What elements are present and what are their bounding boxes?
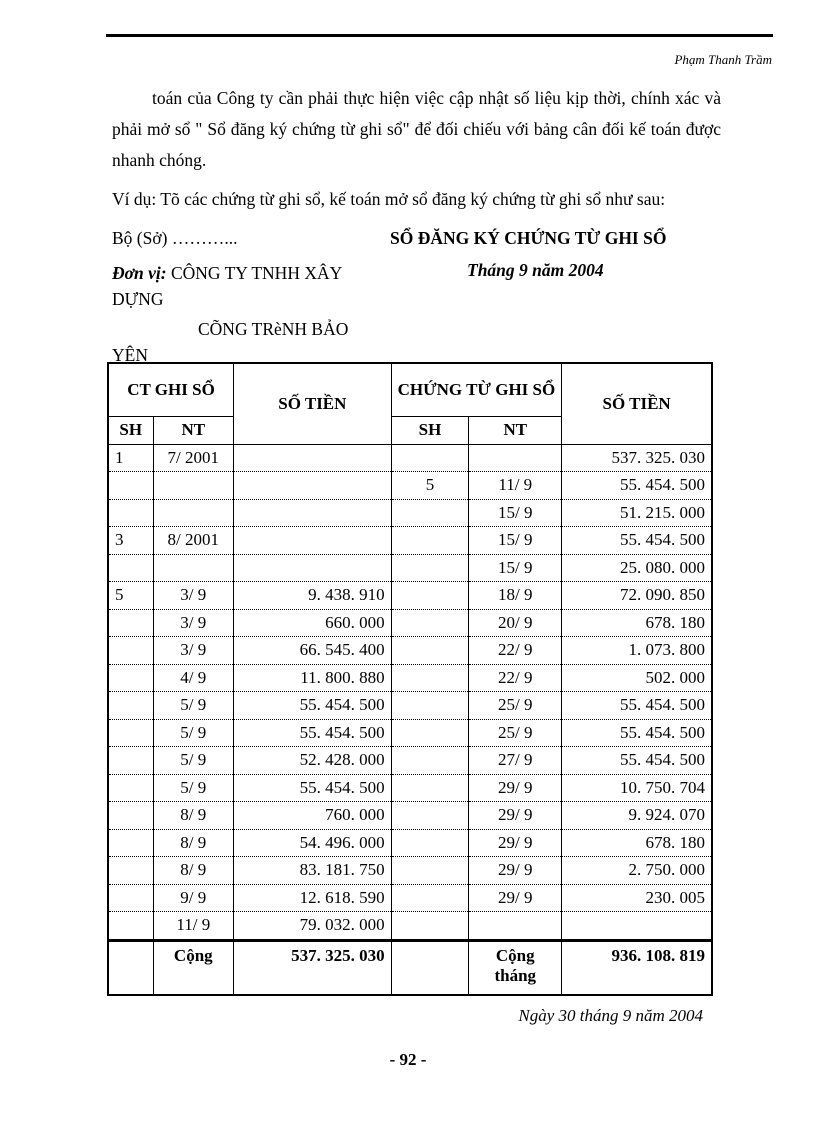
header-so-tien-2: SỐ TIỀN (562, 363, 712, 444)
cell-sh-2 (391, 582, 469, 610)
cell-sh (108, 747, 153, 775)
cell-nt-2: 27/ 9 (469, 747, 562, 775)
cell-sh (108, 692, 153, 720)
cell-amount (234, 472, 392, 500)
cell-amount-2: 537. 325. 030 (562, 444, 712, 472)
cell-nt: 8/ 2001 (153, 527, 234, 555)
cell-amount-2: 502. 000 (562, 664, 712, 692)
cell-nt-2: 29/ 9 (469, 774, 562, 802)
cell-nt: 11/ 9 (153, 912, 234, 941)
table-row (108, 719, 712, 747)
cell-sh-2 (391, 912, 469, 941)
table-row (108, 499, 712, 527)
cell-amount-2: 2. 750. 000 (562, 857, 712, 885)
cell-nt: 5/ 9 (153, 719, 234, 747)
cell-amount: 55. 454. 500 (234, 692, 392, 720)
header-sh-2: SH (391, 417, 469, 445)
cell-nt: 5/ 9 (153, 774, 234, 802)
site-line (112, 316, 382, 368)
cell-amount (234, 444, 392, 472)
cell-sh-2 (391, 719, 469, 747)
cell-nt-2: 25/ 9 (469, 719, 562, 747)
cell-amount-2: 55. 454. 500 (562, 719, 712, 747)
site-line-1: CÕNG TRèNH BẢO (198, 319, 349, 339)
cell-nt-2: 18/ 9 (469, 582, 562, 610)
cell-nt-2: 29/ 9 (469, 829, 562, 857)
cell-amount-2: 55. 454. 500 (562, 527, 712, 555)
total-sh-cell (108, 940, 153, 995)
header-so-tien: SỐ TIỀN (234, 363, 392, 444)
cell-sh-2 (391, 664, 469, 692)
table-row (108, 774, 712, 802)
cell-nt-2: 22/ 9 (469, 637, 562, 665)
cell-nt-2: 29/ 9 (469, 857, 562, 885)
cell-amount-2: 1. 073. 800 (562, 637, 712, 665)
cell-nt: 3/ 9 (153, 609, 234, 637)
cell-amount-2: 230. 005 (562, 884, 712, 912)
ministry-line: Bộ (Sở) ………... (112, 228, 238, 248)
cell-amount-2: 55. 454. 500 (562, 747, 712, 775)
cell-nt: 8/ 9 (153, 857, 234, 885)
cell-sh (108, 664, 153, 692)
cell-amount: 79. 032. 000 (234, 912, 392, 941)
cell-sh (108, 554, 153, 582)
cell-amount (234, 527, 392, 555)
cell-nt-2: 15/ 9 (469, 499, 562, 527)
cell-amount: 11. 800. 880 (234, 664, 392, 692)
cell-nt: 4/ 9 (153, 664, 234, 692)
cell-sh (108, 609, 153, 637)
table-row (108, 692, 712, 720)
cell-amount-2: 678. 180 (562, 829, 712, 857)
table-row (108, 609, 712, 637)
cell-nt-2: 29/ 9 (469, 884, 562, 912)
cell-sh-2 (391, 637, 469, 665)
header-nt-2: NT (469, 417, 562, 445)
total-amount-2: 936. 108. 819 (562, 940, 712, 995)
cell-sh (108, 884, 153, 912)
cell-amount: 760. 000 (234, 802, 392, 830)
cell-amount: 55. 454. 500 (234, 774, 392, 802)
table-row (108, 912, 712, 941)
cell-sh-2 (391, 609, 469, 637)
table-row (108, 857, 712, 885)
cell-sh-2 (391, 527, 469, 555)
unit-line (112, 260, 382, 312)
cell-sh-2 (391, 554, 469, 582)
cell-amount: 55. 454. 500 (234, 719, 392, 747)
table-row (108, 884, 712, 912)
cell-amount-2 (562, 912, 712, 941)
cell-amount-2: 55. 454. 500 (562, 472, 712, 500)
cell-nt: 9/ 9 (153, 884, 234, 912)
cell-nt (153, 472, 234, 500)
table-row (108, 554, 712, 582)
cell-nt: 8/ 9 (153, 802, 234, 830)
cell-nt-2 (469, 912, 562, 941)
cell-amount-2: 51. 215. 000 (562, 499, 712, 527)
cell-amount-2: 72. 090. 850 (562, 582, 712, 610)
cell-nt (153, 554, 234, 582)
table-row (108, 829, 712, 857)
cell-sh (108, 829, 153, 857)
cell-nt (153, 499, 234, 527)
cell-amount-2: 55. 454. 500 (562, 692, 712, 720)
cell-nt-2: 25/ 9 (469, 692, 562, 720)
cell-sh (108, 637, 153, 665)
table-body (108, 444, 712, 940)
signature-date: Ngày 30 tháng 9 năm 2004 (518, 1006, 703, 1025)
cell-sh: 1 (108, 444, 153, 472)
cell-nt-2: 22/ 9 (469, 664, 562, 692)
cell-sh (108, 857, 153, 885)
page-number: - 92 - (389, 1050, 427, 1069)
cell-sh-2 (391, 829, 469, 857)
cell-nt-2 (469, 444, 562, 472)
cell-sh (108, 912, 153, 941)
cell-sh: 5 (108, 582, 153, 610)
cell-sh (108, 499, 153, 527)
cell-nt: 3/ 9 (153, 582, 234, 610)
header-ct-ghi-so: CT GHI SỔ (108, 363, 234, 417)
register-title: SỔ ĐĂNG KÝ CHỨNG TỪ GHI SỔ (390, 228, 667, 248)
cell-sh (108, 719, 153, 747)
table-row (108, 664, 712, 692)
cell-amount-2: 9. 924. 070 (562, 802, 712, 830)
cell-sh: 3 (108, 527, 153, 555)
total-label-2-line2: tháng (494, 965, 537, 985)
cell-sh (108, 472, 153, 500)
cell-sh-2: 5 (391, 472, 469, 500)
total-sh2-cell (391, 940, 469, 995)
cell-amount-2: 678. 180 (562, 609, 712, 637)
cell-amount-2: 25. 080. 000 (562, 554, 712, 582)
total-row (108, 940, 712, 995)
cell-nt-2: 20/ 9 (469, 609, 562, 637)
cell-nt: 8/ 9 (153, 829, 234, 857)
cell-sh-2 (391, 802, 469, 830)
table-row (108, 582, 712, 610)
cell-nt-2: 15/ 9 (469, 554, 562, 582)
cell-sh-2 (391, 692, 469, 720)
cell-sh-2 (391, 857, 469, 885)
table-row (108, 444, 712, 472)
table-row (108, 637, 712, 665)
cell-amount (234, 499, 392, 527)
total-amount: 537. 325. 030 (234, 940, 392, 995)
cell-sh-2 (391, 884, 469, 912)
unit-label: Đơn vị: (112, 263, 167, 283)
body-paragraph-1: toán của Công ty cần phải thực hiện việc cập nhật số liệu kịp thời, chính xác và phải mở sổ " Sổ đăng ký chứng từ ghi sổ" để đối chiếu với bảng cân đối kế toán được nhanh chóng. (112, 88, 721, 170)
cell-amount: 52. 428. 000 (234, 747, 392, 775)
cell-sh-2 (391, 747, 469, 775)
cell-sh-2 (391, 499, 469, 527)
cell-sh (108, 802, 153, 830)
cell-amount: 54. 496. 000 (234, 829, 392, 857)
site-line-2: YÊN (112, 345, 148, 365)
table-row (108, 747, 712, 775)
register-period: Tháng 9 năm 2004 (467, 260, 604, 280)
voucher-register-table (107, 362, 713, 996)
author-header: Phạm Thanh Trầm (674, 52, 772, 67)
header-nt: NT (153, 417, 234, 445)
cell-nt: 5/ 9 (153, 747, 234, 775)
cell-nt-2: 29/ 9 (469, 802, 562, 830)
cell-amount: 660. 000 (234, 609, 392, 637)
table-row (108, 472, 712, 500)
cell-amount (234, 554, 392, 582)
header-chung-tu-ghi-so: CHỨNG TỪ GHI SỔ (391, 363, 562, 417)
cell-sh-2 (391, 774, 469, 802)
cell-amount: 12. 618. 590 (234, 884, 392, 912)
cell-nt-2: 11/ 9 (469, 472, 562, 500)
total-label-2-line1: Cộng (495, 945, 535, 965)
cell-amount: 9. 438. 910 (234, 582, 392, 610)
cell-amount-2: 10. 750. 704 (562, 774, 712, 802)
page-top-rule (106, 34, 773, 37)
table-row (108, 527, 712, 555)
cell-nt: 7/ 2001 (153, 444, 234, 472)
cell-nt: 5/ 9 (153, 692, 234, 720)
header-sh: SH (108, 417, 153, 445)
cell-sh-2 (391, 444, 469, 472)
cell-sh (108, 774, 153, 802)
unit-value: CÔNG TY TNHH XÂY DỰNG (112, 263, 342, 309)
cell-nt: 3/ 9 (153, 637, 234, 665)
cell-amount: 83. 181. 750 (234, 857, 392, 885)
total-label-2 (469, 940, 562, 995)
cell-amount: 66. 545. 400 (234, 637, 392, 665)
table-row (108, 802, 712, 830)
body-paragraph-2: Ví dụ: Tõ các chứng từ ghi sổ, kế toán mở sổ đăng ký chứng từ ghi sổ như sau: (112, 189, 666, 209)
total-label: Cộng (153, 940, 234, 995)
cell-nt-2: 15/ 9 (469, 527, 562, 555)
